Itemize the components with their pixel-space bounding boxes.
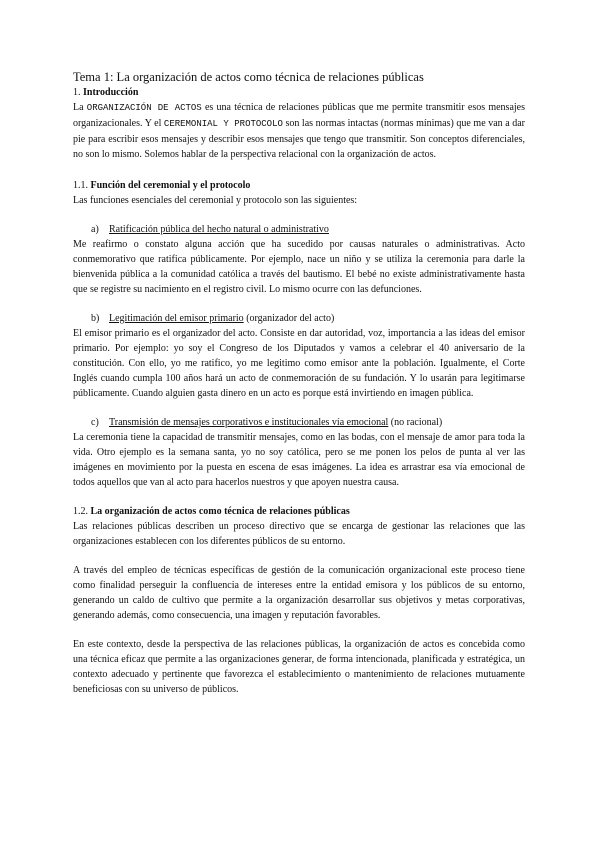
- term-organizacion: ORGANIZACIÓN DE ACTOS: [86, 103, 202, 113]
- list-item-heading-b: [73, 311, 525, 326]
- page-title: Tema 1: La organización de actos como técnica de relaciones públicas: [73, 70, 424, 84]
- list-marker: b): [91, 313, 100, 324]
- list-item-label: Legitimación del emisor primario: [109, 313, 244, 324]
- section-heading-1-1: [73, 178, 525, 193]
- list-item-suffix: (no racional): [388, 417, 443, 428]
- paragraph: Las relaciones públicas describen un proceso directivo que se encarga de gestionar las relaciones que las organizaciones establecen con los diferentes públicos de su entorno.: [73, 521, 525, 547]
- list-item-heading-c: [73, 415, 525, 430]
- paragraph: A través del empleo de técnicas específicas de gestión de la comunicación organizacional este proceso tiene como finalidad perseguir la confluencia de intereses entre la entidad emisora y los públicos de su entorno, generando un caldo de cultivo que permite a la organización desarrollar sus objetivos y metas corporativas, generando además, como consecuencia, una imagen y reputación favorables.: [73, 565, 525, 621]
- list-item-label: Ratificación pública del hecho natural o administrativo: [109, 224, 329, 235]
- paragraph: En este contexto, desde la perspectiva de las relaciones públicas, la organización de actos es concebida como una técnica eficaz que permite a las organizaciones generar, de forma intencionada, planificada y estratégica, un contexto adecuado y pertinente que favorezca el establecimiento o mantenimiento de relaciones mutuamente beneficiosas con su universo de públicos.: [73, 639, 525, 695]
- section-number: 1.2.: [73, 506, 88, 517]
- document-body: [73, 70, 525, 697]
- term-ceremonial: CEREMONIAL Y PROTOCOLO: [163, 119, 283, 129]
- list-item-text-c: La ceremonia tiene la capacidad de transmitir mensajes, como en las bodas, con el mensaje de amor para toda la vida. Otro ejemplo es la semana santa, yo no soy católica, pero se me ponen los pelos de punta al ver las imágenes en movimiento por la puesta en escena de esas imágenes. La idea es arrastrar esa vía emocional de todos aquellos que van al acto para hacerlos nuestros y que apoyen nuestra causa.: [73, 432, 525, 488]
- list-item-suffix: (organizador del acto): [243, 313, 335, 324]
- section-title: Función del ceremonial y el protocolo: [90, 180, 251, 191]
- list-item-text-b: El emisor primario es el organizador del acto. Consiste en dar autoridad, voz, importancia a las ideas del emisor primario. Por ejemplo: yo soy el Congreso de los Diputados y vamos a celebrar el 40 aniversario de la constitución. Con ello, yo me ratifico, yo me legitimo como emisor ante la población. Igualmente, el Corte Inglés cuando cumpla 100 años hará un acto de conmemoración de su fundación. Y lo usarán para legitimarse públicamente. Cuando alguien gasta dinero en un acto es porque está invirtiendo en imagen pública.: [73, 328, 525, 399]
- section-title: Introducción: [83, 87, 139, 98]
- list-item-heading-a: [73, 222, 525, 237]
- section-title: La organización de actos como técnica de relaciones públicas: [90, 506, 350, 517]
- section-heading-1-2: [73, 504, 525, 519]
- section-number: 1.1.: [73, 180, 88, 191]
- intro-paragraph: La ORGANIZACIÓN DE ACTOS es una técnica de relaciones públicas que me permite transmitir esos mensajes organizacionales. Y el CEREMONIAL Y PROTOCOLO son las normas intactas (normas mínimas) que me van a dar pie para escribir esos mensajes y describir esos mensajes que tengo que transmitir. Son conceptos diferenciales, no son lo mismo. Solemos hablar de la perspectiva relacional con la organización de actos.: [73, 102, 525, 160]
- section-lead: Las funciones esenciales del ceremonial y protocolo son las siguientes:: [73, 195, 358, 206]
- list-marker: a): [91, 224, 99, 235]
- list-item-text-a: Me reafirmo o constato alguna acción que ha sucedido por causas naturales o administrativas. Acto conmemorativo que ratifica públicamente. Por ejemplo, nace un niño y se utiliza la ceremonia para darle la bienvenida pública a la comunidad católica a través del bautismo. El bebé no existe administrativamente hasta que se registre su nacimiento en el registro civil. Lo mismo ocurre con las defunciones.: [73, 239, 525, 295]
- list-marker: c): [91, 417, 99, 428]
- list-item-label: Transmisión de mensajes corporativos e institucionales vía emocional: [109, 417, 389, 428]
- section-heading-intro: [73, 85, 525, 100]
- section-number: 1.: [73, 87, 81, 98]
